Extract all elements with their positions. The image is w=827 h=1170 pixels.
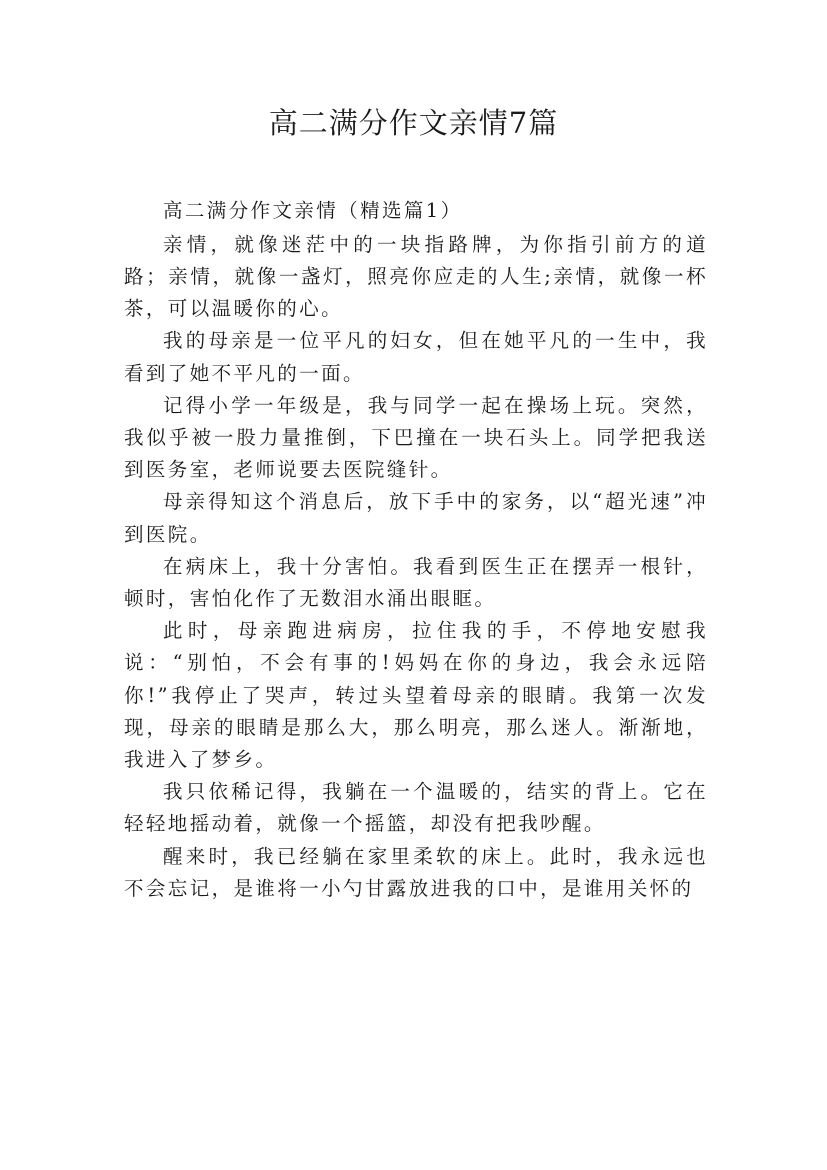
- paragraph-3: 记得小学一年级是，我与同学一起在操场上玩。突然，我似乎被一股力量推倒，下巴撞在一块石头上。同学把我送到医务室，老师说要去医院缝针。: [124, 393, 708, 482]
- paragraph-7: 我只依稀记得，我躺在一个温暖的，结实的背上。它在轻轻地摇动着，就像一个摇篮，却没有把我吵醒。: [124, 780, 708, 836]
- paragraph-2: 我的母亲是一位平凡的妇女，但在她平凡的一生中，我看到了她不平凡的一面。: [124, 329, 708, 385]
- paragraph-4: 母亲得知这个消息后，放下手中的家务，以“超光速”冲到医院。: [124, 490, 708, 546]
- paragraph-5: 在病床上，我十分害怕。我看到医生正在摆弄一根针，顿时，害怕化作了无数泪水涌出眼眶。: [124, 554, 708, 610]
- section-heading: 高二满分作文亲情（精选篇1）: [163, 199, 463, 222]
- paragraph-8: 醒来时，我已经躺在家里柔软的床上。此时，我永远也不会忘记，是谁将一小勺甘露放进我的口中，是谁用关怀的: [124, 844, 708, 900]
- document-title: 高二满分作文亲情7篇: [268, 106, 559, 140]
- paragraph-6: 此时，母亲跑进病房，拉住我的手，不停地安慰我说：“别怕，不会有事的!妈妈在你的身边，我会永远陪你!”我停止了哭声，转过头望着母亲的眼睛。我第一次发现，母亲的眼睛是那么大，那么明亮，那么迷人。渐渐地，我进入了梦乡。: [124, 619, 708, 771]
- paragraph-1: 亲情，就像迷茫中的一块指路牌，为你指引前方的道路；亲情，就像一盏灯，照亮你应走的人生;亲情，就像一杯茶，可以温暖你的心。: [124, 232, 708, 321]
- document-body: [124, 195, 708, 905]
